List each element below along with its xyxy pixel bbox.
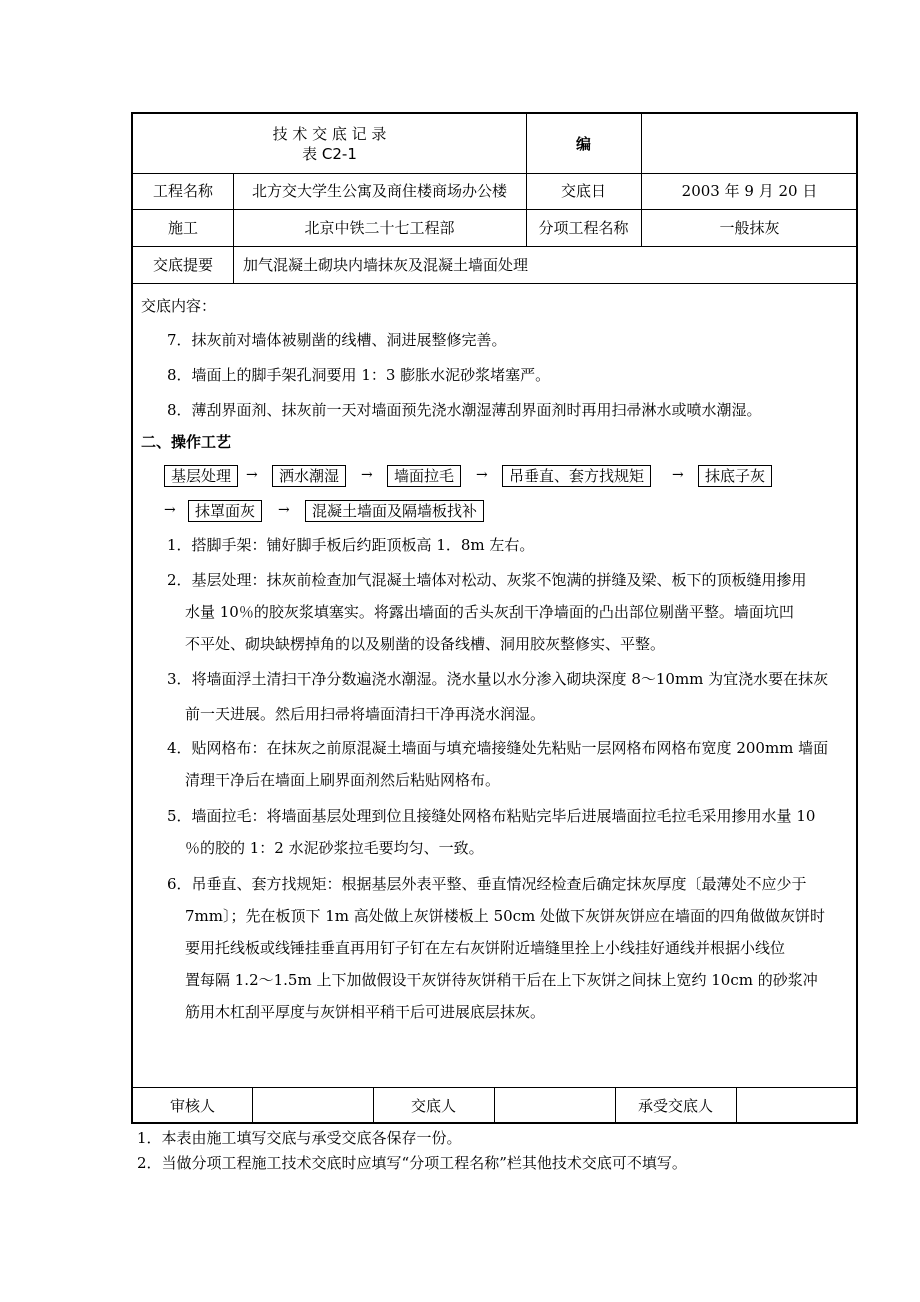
sub-project-label: 分项工程名称 [538, 218, 629, 237]
disclosure-date-label: 交底日 [560, 182, 606, 200]
flow-arrow-icon: → [672, 467, 684, 483]
form-title-cell [133, 114, 526, 173]
step-4-line: 4．贴网格布：在抹灰之前原混凝土墙面与填充墙接缝处先粘贴一层网格布网格布宽度 200mm 墙面 [167, 739, 829, 757]
flow-step-plumb-square: 吊垂直、套方找规矩 [502, 465, 651, 487]
section-title: 二、操作工艺 [141, 433, 232, 451]
step-3-line: 3．将墙面浮土清扫干净分数遍浇水潮湿。浇水量以水分渗入砌块深度 8～10mm 为宜浇水要在抹灰 [167, 670, 829, 688]
reviewer-label: 审核人 [169, 1096, 215, 1115]
step-2-line: 水量 10％的胶灰浆填塞实。将露出墙面的舌头灰刮干净墙面的凸出部位剔凿平整。墙面坑凹 [185, 603, 794, 621]
form-title: 技 术 交 底 记 录 [272, 124, 387, 143]
content-heading: 交底内容： [141, 297, 217, 315]
flow-arrow-icon: → [278, 502, 290, 518]
step-6-line: 置每隔 1.2～1.5m 上下加做假设干灰饼待灰饼稍干后在上下灰饼之间抹上宽约 10cm 的砂浆冲 [185, 971, 818, 989]
step-6-line: 6．吊垂直、套方找规矩：根据基层外表平整、垂直情况经检查后确定抹灰厚度〔最薄处不应少于 [167, 875, 807, 893]
flow-step-roughening: 墙面拉毛 [387, 465, 461, 487]
receiver-value [736, 1087, 856, 1124]
construction-label: 施工 [167, 218, 198, 237]
step-6-line: 筋用木杠刮平厚度与灰饼相平稍干后可进展底层抹灰。 [185, 1003, 546, 1021]
flow-arrow-icon: → [476, 467, 488, 483]
step-5-line: 5．墙面拉毛：将墙面基层处理到位且接缝处网格布粘贴完毕后进展墙面拉毛拉毛采用掺用水量 10 [167, 807, 816, 825]
bian-value [641, 114, 858, 173]
flow-step-base-coat: 抹底子灰 [698, 465, 772, 487]
flow-step-concrete-repair: 混凝土墙面及隔墙板找补 [305, 500, 484, 522]
flow-arrow-icon: → [246, 467, 258, 483]
step-6-line: 7mm〕；先在板顶下 1m 高处做上灰饼楼板上 50cm 处做下灰饼灰饼应在墙面的四角做做灰饼时 [185, 907, 826, 925]
summary-label: 交底提要 [152, 255, 213, 274]
summary-value: 加气混凝土砌块内墙抹灰及混凝土墙面处理 [243, 255, 529, 274]
step-2-line: 2．基层处理：抹灰前检查加气混凝土墙体对松动、灰浆不饱满的拼缝及梁、板下的顶板缝用掺用 [167, 571, 807, 589]
project-name-value: 北方交大学生公寓及商住楼商场办公楼 [251, 182, 507, 200]
step-2-line: 不平处、砌块缺楞掉角的以及剔凿的设备线槽、洞用胶灰整修实、平整。 [185, 635, 666, 653]
step-1: 1．搭脚手架：铺好脚手板后约距顶板高 1．8m 左右。 [167, 536, 535, 554]
reviewer-value [252, 1087, 373, 1124]
project-name-label: 工程名称 [152, 182, 213, 200]
construction-value: 北京中铁二十七工程部 [304, 218, 455, 237]
note-2: 2．当做分项工程施工技术交底时应填写“分项工程名称”栏其他技术交底可不填写。 [137, 1154, 687, 1172]
disclosure-date-value: 2003 年 9 月 20 日 [681, 182, 818, 200]
content-item: 8．墙面上的脚手架孔洞要用 1：3 膨胀水泥砂浆堵塞严。 [167, 366, 551, 384]
flow-arrow-icon: → [164, 502, 176, 518]
flow-step-finish-coat: 抹罩面灰 [188, 500, 262, 522]
discloser-value [494, 1087, 615, 1124]
row-divider [133, 283, 856, 284]
flow-step-watering: 洒水潮湿 [272, 465, 346, 487]
disclosure-form [131, 112, 858, 1124]
receiver-label: 承受交底人 [637, 1096, 713, 1115]
step-5-line: ％的胶的 1：2 水泥砂浆拉毛要均匀、一致。 [185, 839, 484, 857]
step-4-line: 清理干净后在墙面上刷界面剂然后粘贴网格布。 [185, 771, 501, 789]
step-3-line: 前一天进展。然后用扫帚将墙面清扫干净再浇水润湿。 [185, 705, 546, 723]
flow-arrow-icon: → [361, 467, 373, 483]
note-1: 1．本表由施工填写交底与承受交底各保存一份。 [137, 1129, 462, 1147]
content-item: 8．薄刮界面剂、抹灰前一天对墙面预先浇水潮湿薄刮界面剂时再用扫帚淋水或喷水潮湿。 [167, 401, 762, 419]
flow-step-base-treatment: 基层处理 [164, 465, 238, 487]
bian-label: 编 [575, 134, 591, 153]
sub-project-value: 一般抹灰 [719, 218, 780, 237]
form-number: 表 C2-1 [302, 144, 357, 163]
step-6-line: 要用托线板或线锤挂垂直再用钉子钉在左右灰饼附近墙缝里拴上小线挂好通线并根据小线位 [185, 939, 786, 957]
content-item: 7．抹灰前对墙体被剔凿的线槽、洞进展整修完善。 [167, 331, 507, 349]
discloser-label: 交底人 [410, 1096, 456, 1115]
